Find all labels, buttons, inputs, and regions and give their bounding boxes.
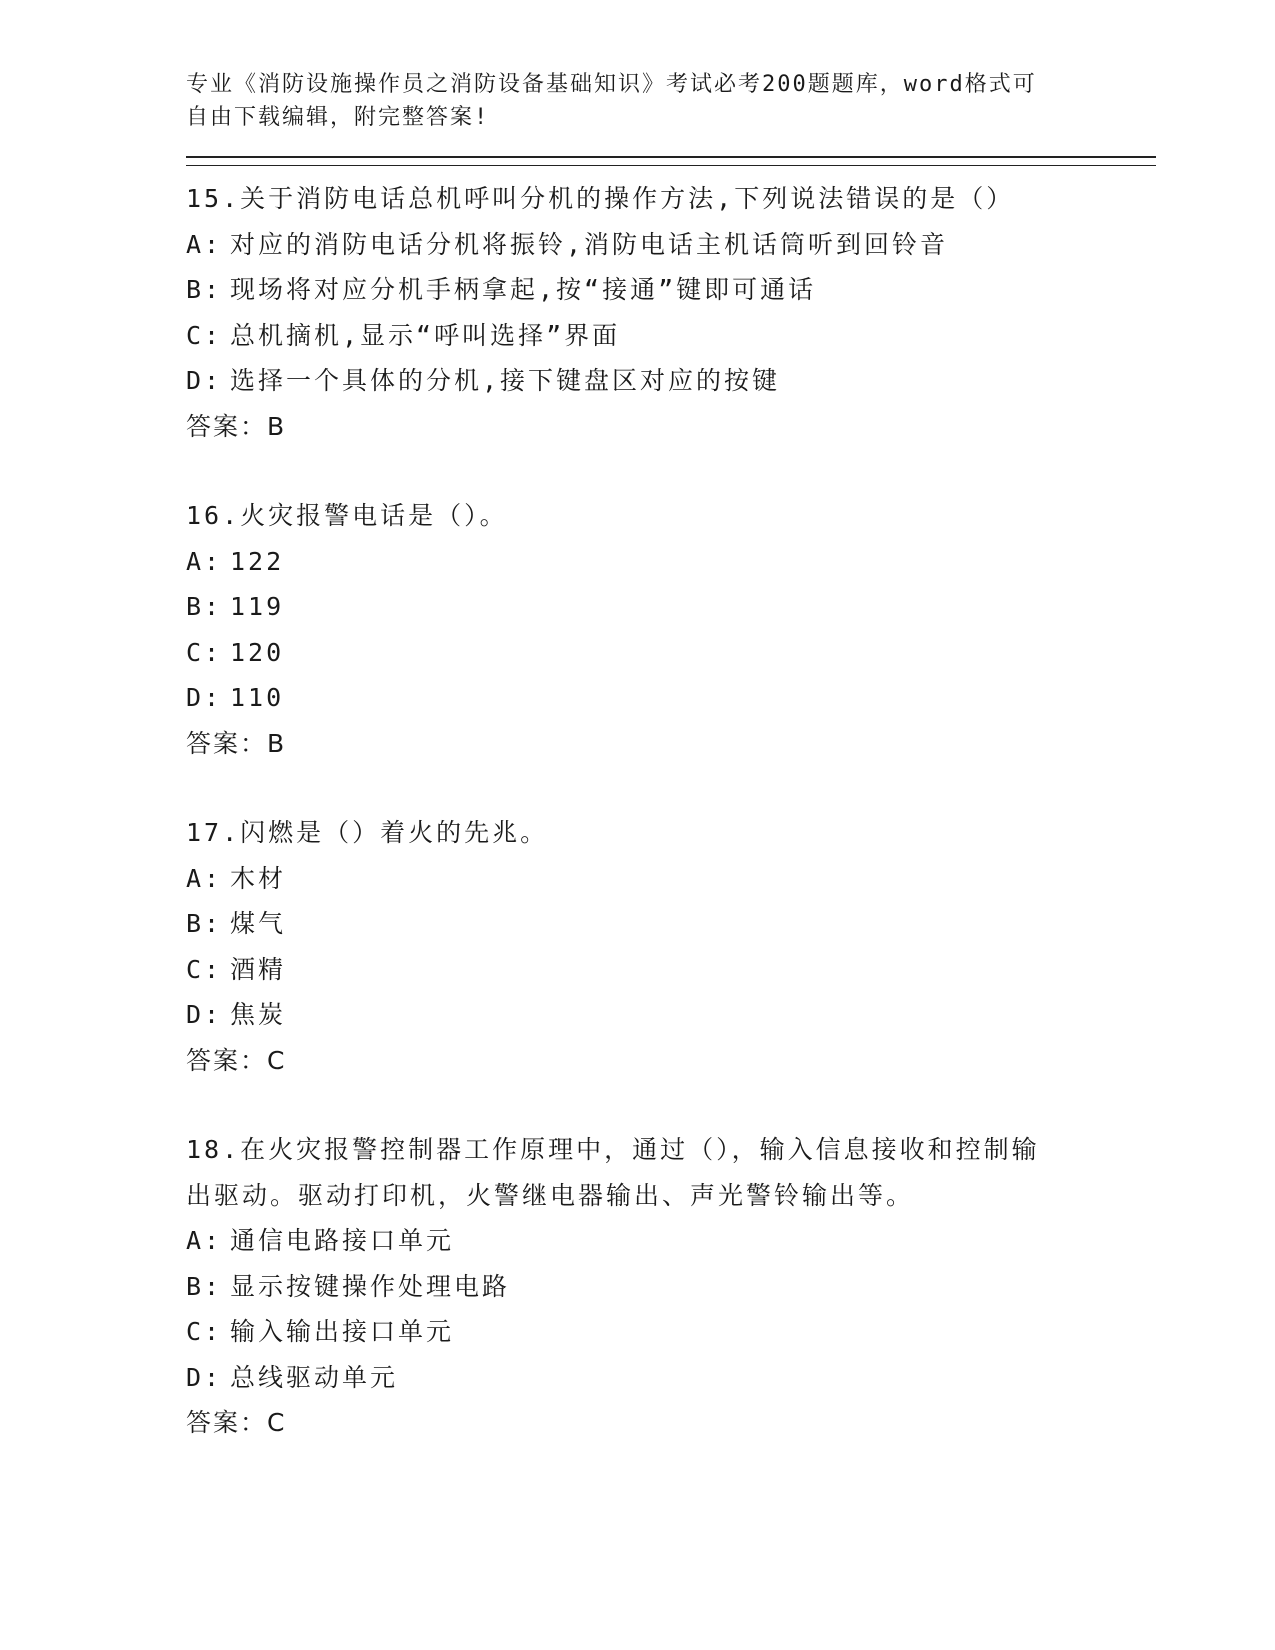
question-18: [186, 1127, 1156, 1446]
option-a: [186, 539, 1156, 585]
option-c: [186, 313, 1156, 359]
question-16: [186, 493, 1156, 766]
header-line: 专业《消防设施操作员之消防设备基础知识》考试必考200题题库，word格式可: [186, 72, 1037, 97]
option-a: [186, 856, 1156, 902]
option-text: 煤气: [230, 909, 287, 938]
option-text: 选择一个具体的分机,接下键盘区对应的按键: [230, 366, 781, 395]
option-text: 总机摘机,显示“呼叫选择”界面: [230, 320, 621, 350]
option-letter: D:: [186, 366, 223, 395]
option-text: 110: [230, 683, 285, 712]
option-c: [186, 1309, 1156, 1355]
question-stem: 15.关于消防电话总机呼叫分机的操作方法,下列说法错误的是（）: [186, 184, 1015, 213]
option-text: 显示按键操作处理电路: [230, 1271, 511, 1301]
option-b: [186, 1264, 1156, 1310]
answer-line: 答案：B: [186, 411, 287, 441]
option-d: [186, 675, 1156, 721]
option-a: [186, 1218, 1156, 1264]
option-text: 木材: [230, 863, 287, 893]
document-page: [186, 68, 1156, 1446]
option-letter: B:: [186, 592, 223, 621]
option-text: 对应的消防电话分机将振铃,消防电话主机话筒听到回铃音: [230, 229, 949, 259]
question-stem: 18.在火灾报警控制器工作原理中，通过（），输入信息接收和控制输: [186, 1135, 1040, 1164]
option-b: [186, 584, 1156, 630]
answer-line: 答案：B: [186, 728, 287, 758]
answer-line: 答案：C: [186, 1408, 287, 1437]
option-letter: A:: [186, 546, 223, 576]
option-letter: B:: [186, 1271, 223, 1301]
question-stem: 16.火灾报警电话是（）。: [186, 501, 508, 530]
option-b: [186, 267, 1156, 313]
option-letter: A:: [186, 1226, 223, 1255]
option-letter: C:: [186, 320, 223, 350]
header-divider: [186, 156, 1156, 166]
header-line: 自由下载编辑，附完整答案!: [186, 105, 490, 130]
option-letter: D:: [186, 683, 223, 712]
option-c: [186, 630, 1156, 676]
document-header: [186, 68, 1066, 134]
option-letter: A:: [186, 229, 223, 259]
option-letter: B:: [186, 909, 223, 938]
option-text: 119: [230, 592, 285, 621]
option-text: 输入输出接口单元: [230, 1317, 455, 1346]
option-text: 120: [230, 637, 285, 667]
question-17: [186, 810, 1156, 1083]
option-text: 总线驱动单元: [230, 1362, 399, 1392]
answer-line: 答案：C: [186, 1045, 287, 1075]
option-letter: D:: [186, 1362, 223, 1392]
option-d: [186, 358, 1156, 404]
option-text: 通信电路接口单元: [230, 1226, 455, 1255]
option-text: 现场将对应分机手柄拿起,按“接通”键即可通话: [230, 275, 817, 304]
option-b: [186, 901, 1156, 947]
option-letter: D:: [186, 1000, 223, 1029]
option-letter: B:: [186, 275, 223, 304]
option-letter: A:: [186, 863, 223, 893]
option-d: [186, 992, 1156, 1038]
option-letter: C:: [186, 954, 223, 984]
question-15: [186, 176, 1156, 449]
option-letter: C:: [186, 1317, 223, 1346]
option-text: 焦炭: [230, 1000, 287, 1029]
option-d: [186, 1355, 1156, 1401]
option-text: 酒精: [230, 954, 287, 984]
question-stem: 出驱动。驱动打印机，火警继电器输出、声光警铃输出等。: [186, 1180, 915, 1210]
option-text: 122: [230, 546, 285, 576]
option-letter: C:: [186, 637, 223, 667]
option-c: [186, 947, 1156, 993]
question-stem: 17.闪燃是（）着火的先兆。: [186, 818, 549, 847]
option-a: [186, 222, 1156, 268]
